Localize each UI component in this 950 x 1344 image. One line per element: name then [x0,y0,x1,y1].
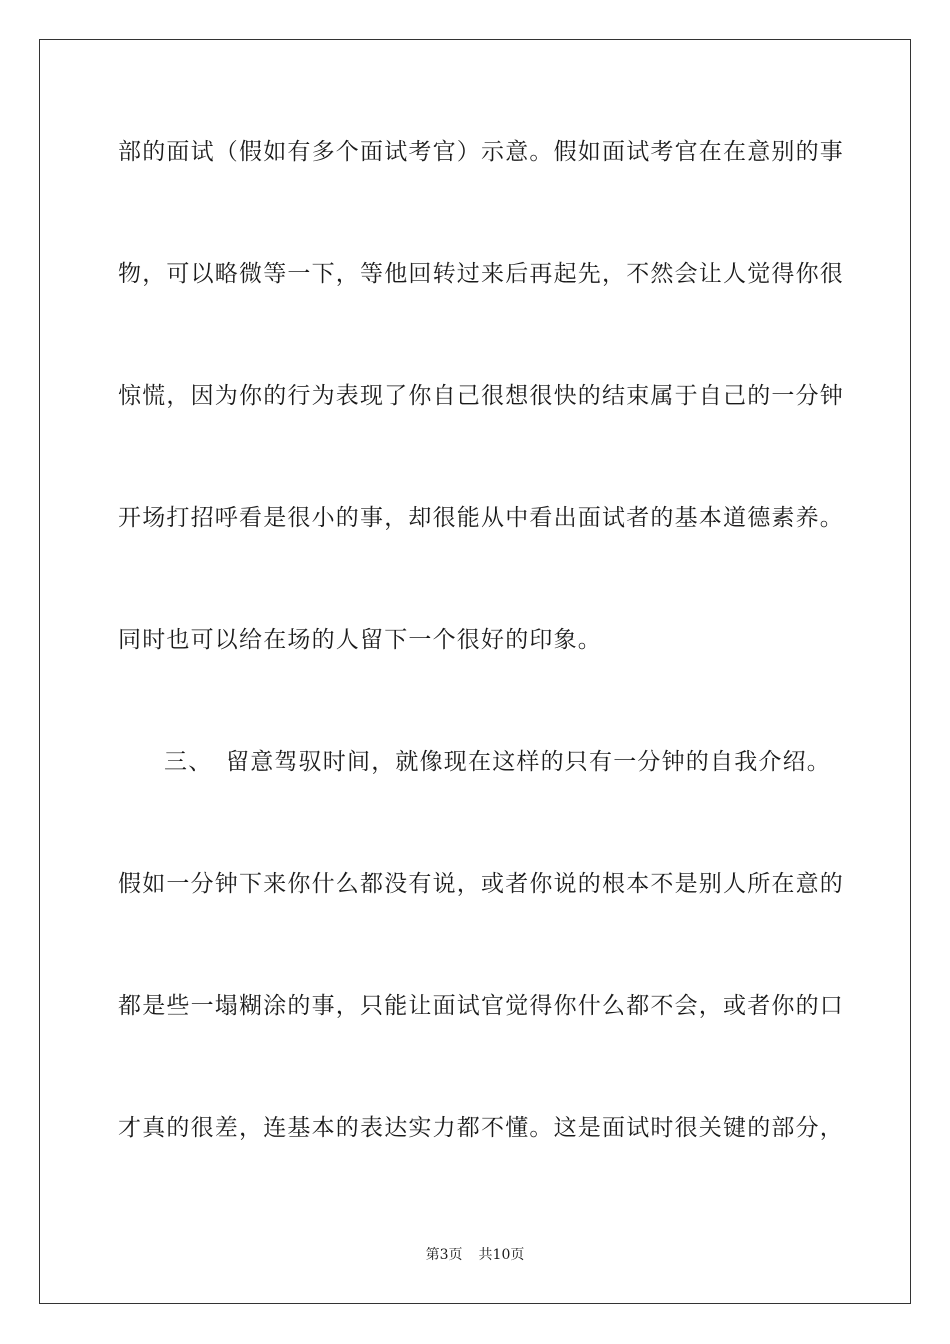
section-number: 三、 [164,749,213,775]
paragraph-line: 都是些一塌糊涂的事，只能让面试官觉得你什么都不会，或者你的口 [118,993,844,1019]
paragraph-line: 假如一分钟下来你什么都没有说，或者你说的根本不是别人所在意的 [118,871,844,897]
paragraph-line: 惊慌，因为你的行为表现了你自己很想很快的结束属于自己的一分钟 [118,383,844,409]
paragraph-line: 才真的很差，连基本的表达实力都不懂。这是面试时很关键的部分， [118,1115,844,1141]
paragraph-line: 同时也可以给在场的人留下一个很好的印象。 [118,627,602,653]
page-number: 第3页 [425,1247,463,1263]
paragraph-line: 物，可以略微等一下，等他回转过来后再起先，不然会让人觉得你很 [118,261,844,287]
section-text: 留意驾驭时间，就像现在这样的只有一分钟的自我介绍。 [226,749,831,775]
paragraph-line: 开场打招呼看是很小的事，却很能从中看出面试者的基本道德素养。 [118,505,844,531]
paragraph-line: 部的面试（假如有多个面试考官）示意。假如面试考官在在意别的事 [118,139,844,165]
section-heading-line [164,747,884,777]
page-footer [0,1246,950,1264]
total-pages: 共10页 [478,1247,525,1263]
